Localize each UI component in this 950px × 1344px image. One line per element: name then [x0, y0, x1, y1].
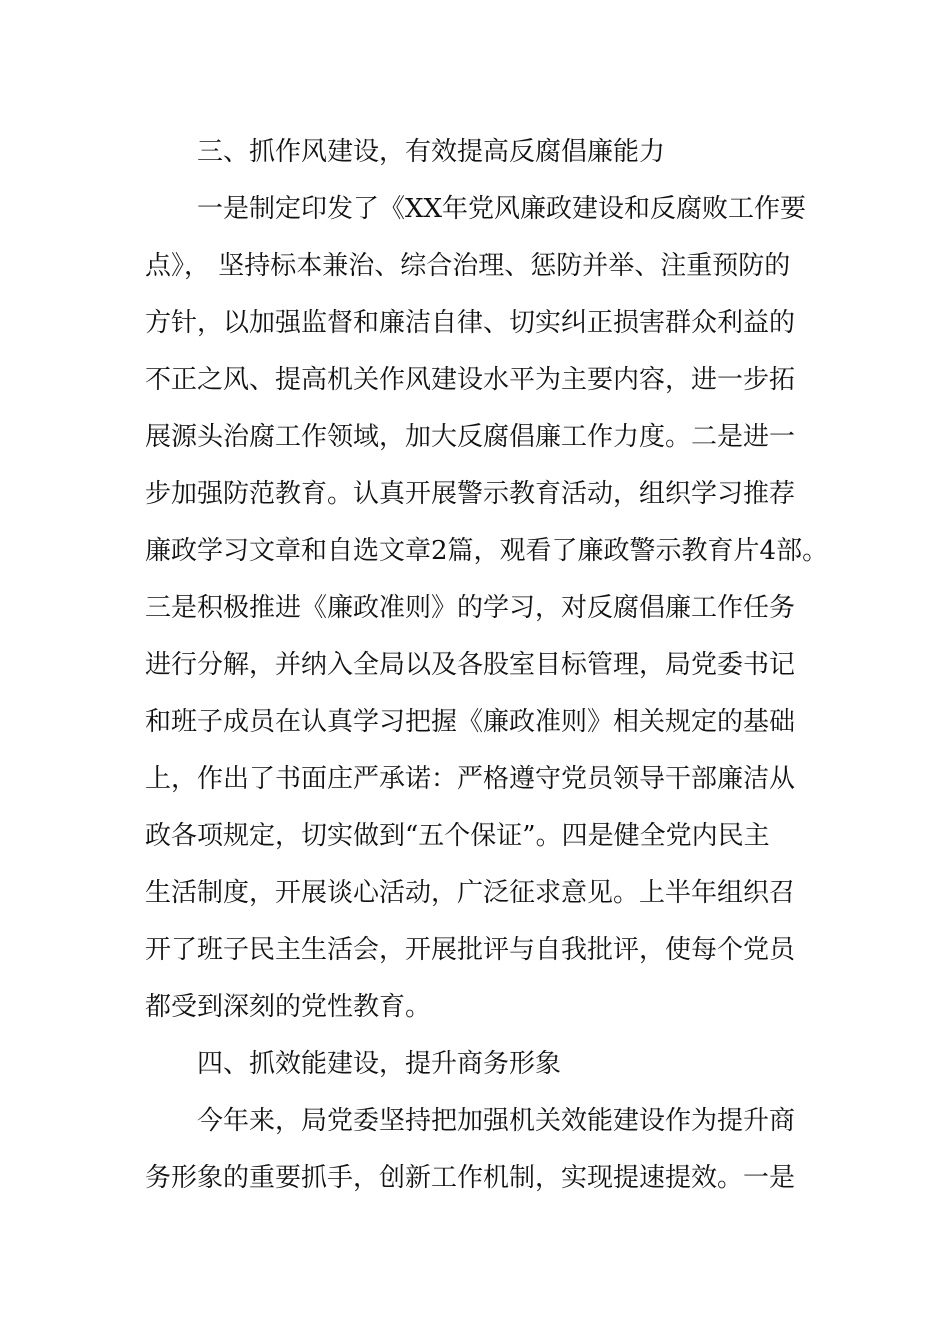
paragraph-line: 生活制度，开展谈心活动，广泛征求意见。上半年组织召 [145, 878, 796, 908]
section-heading-4: 四、抓效能建设，提升商务形象 [197, 1049, 562, 1079]
paragraph-line: 务形象的重要抓手，创新工作机制，实现提速提效。一是 [145, 1163, 796, 1193]
paragraph-line: 展源头治腐工作领域，加大反腐倡廉工作力度。二是进一 [145, 422, 796, 452]
paragraph-line: 步加强防范教育。认真开展警示教育活动，组织学习推荐 [145, 479, 796, 509]
paragraph-line: 廉政学习文章和自选文章2篇，观看了廉政警示教育片4部。 [145, 536, 829, 566]
paragraph-line: 点》， 坚持标本兼治、综合治理、惩防并举、注重预防的 [145, 251, 791, 281]
paragraph-line: 三是积极推进《廉政准则》的学习，对反腐倡廉工作任务 [145, 593, 796, 623]
paragraph-line: 一是制定印发了《XX年党风廉政建设和反腐败工作要 [197, 194, 807, 224]
section-heading-3: 三、抓作风建设，有效提高反腐倡廉能力 [197, 137, 666, 167]
paragraph-line: 上，作出了书面庄严承诺：严格遵守党员领导干部廉洁从 [145, 764, 796, 794]
paragraph-line: 今年来，局党委坚持把加强机关效能建设作为提升商 [197, 1106, 796, 1136]
paragraph-line: 和班子成员在认真学习把握《廉政准则》相关规定的基础 [145, 707, 796, 737]
paragraph-line: 不正之风、提高机关作风建设水平为主要内容，进一步拓 [145, 365, 796, 395]
paragraph-line: 都受到深刻的党性教育。 [145, 992, 432, 1022]
paragraph-line: 进行分解，并纳入全局以及各股室目标管理，局党委书记 [145, 650, 796, 680]
paragraph-line: 政各项规定，切实做到“五个保证”。四是健全党内民主 [145, 821, 770, 851]
paragraph-line: 方针，以加强监督和廉洁自律、切实纠正损害群众利益的 [145, 308, 796, 338]
paragraph-line: 开了班子民主生活会，开展批评与自我批评，使每个党员 [145, 935, 796, 965]
